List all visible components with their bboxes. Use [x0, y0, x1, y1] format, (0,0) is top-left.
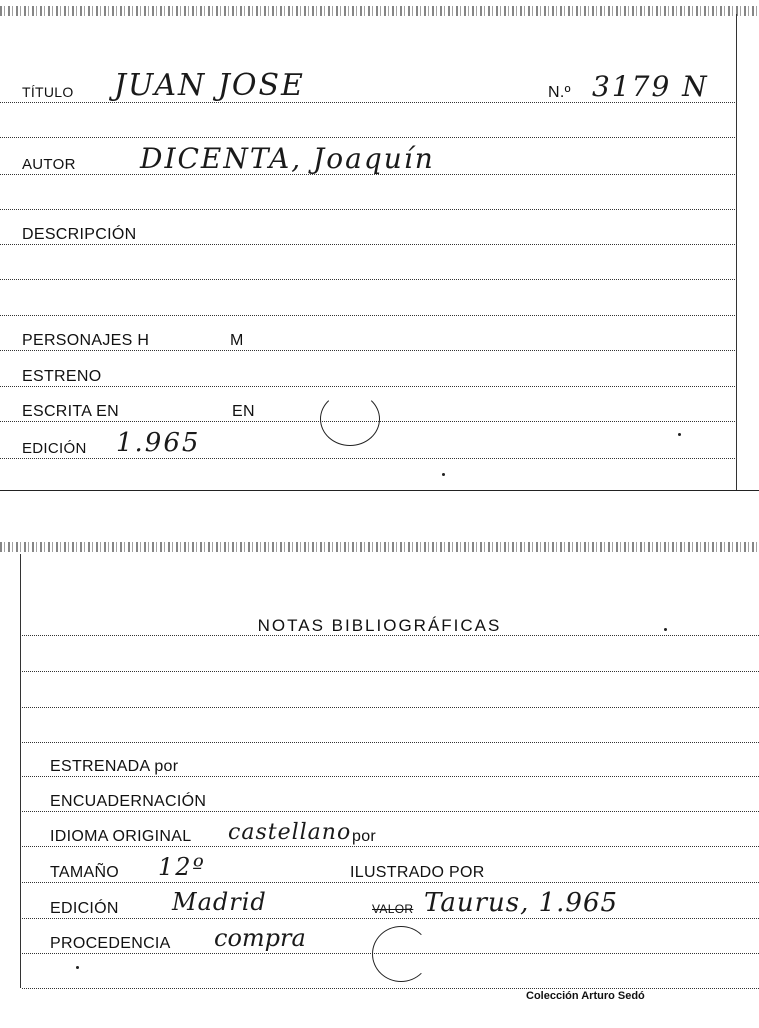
author-value: DICENTA, Joaquín: [140, 142, 435, 175]
card-top-edge: [0, 542, 759, 552]
provenance-value: compra: [214, 924, 306, 952]
catalog-card-back: [0, 540, 759, 1028]
premiered-by-rule: [22, 776, 759, 777]
punch-hole: [372, 926, 430, 982]
original-language-rule: [22, 846, 759, 847]
ruled-line: [0, 315, 737, 316]
author-label: AUTOR: [22, 156, 76, 173]
ruled-line: [0, 137, 737, 138]
ink-speck: [442, 473, 445, 476]
premiere-label: ESTRENO: [22, 368, 102, 385]
premiere-rule: [0, 386, 737, 387]
edition-place: Madrid: [172, 888, 267, 916]
notes-heading: NOTAS BIBLIOGRÁFICAS: [257, 616, 502, 635]
ruled-line: [22, 707, 759, 708]
card-bottom-edge: [0, 490, 759, 491]
characters-m-label: M: [230, 332, 244, 349]
original-language-value: castellano: [228, 820, 352, 845]
author-rule: [0, 174, 737, 175]
collection-stamp: Colección Arturo Sedó: [526, 990, 645, 1002]
binding-rule: [22, 811, 759, 812]
original-language-por: por: [352, 828, 377, 845]
ruled-line: [22, 988, 759, 989]
ink-speck: [678, 433, 681, 436]
catalog-card-front: [0, 0, 759, 495]
edition-value: 1.965: [116, 428, 201, 458]
number-label: N.º: [548, 84, 571, 101]
edition-publisher: Taurus, 1.965: [424, 888, 619, 918]
description-rule: [0, 244, 737, 245]
number-value: 3179 N: [592, 70, 709, 103]
valor-label: VALOR: [372, 902, 414, 916]
edition-rule: [0, 458, 737, 459]
written-in-label: ESCRITA EN: [22, 403, 119, 420]
size-label: TAMAÑO: [50, 864, 120, 881]
description-label: DESCRIPCIÓN: [22, 226, 137, 243]
characters-label: PERSONAJES H: [22, 332, 150, 349]
card-top-edge: [0, 6, 759, 16]
written-en-label: EN: [232, 403, 255, 420]
size-rule: [22, 882, 759, 883]
size-value: 12º: [158, 853, 206, 881]
ruled-line: [22, 671, 759, 672]
provenance-label: PROCEDENCIA: [50, 935, 171, 952]
ruled-line: [0, 279, 737, 280]
title-value: JUAN JOSE: [114, 68, 305, 103]
binding-label: ENCUADERNACIÓN: [50, 793, 207, 810]
ink-speck: [664, 628, 667, 631]
edition-label: EDICIÓN: [22, 440, 87, 457]
characters-rule: [0, 350, 737, 351]
original-language-label: IDIOMA ORIGINAL: [50, 828, 192, 845]
premiered-by-label: ESTRENADA por: [50, 758, 179, 775]
ink-speck: [76, 966, 79, 969]
illustrated-by-label: ILUSTRADO POR: [350, 864, 485, 881]
title-label: TÍTULO: [22, 84, 74, 100]
ruled-line: [0, 209, 737, 210]
notes-rule: [22, 635, 759, 636]
card-right-border: [736, 14, 737, 490]
title-rule: [0, 102, 737, 103]
ruled-line: [22, 742, 759, 743]
edition-rule: [22, 918, 759, 919]
edition-label: EDICIÓN: [50, 900, 119, 917]
punch-hole: [320, 392, 380, 446]
